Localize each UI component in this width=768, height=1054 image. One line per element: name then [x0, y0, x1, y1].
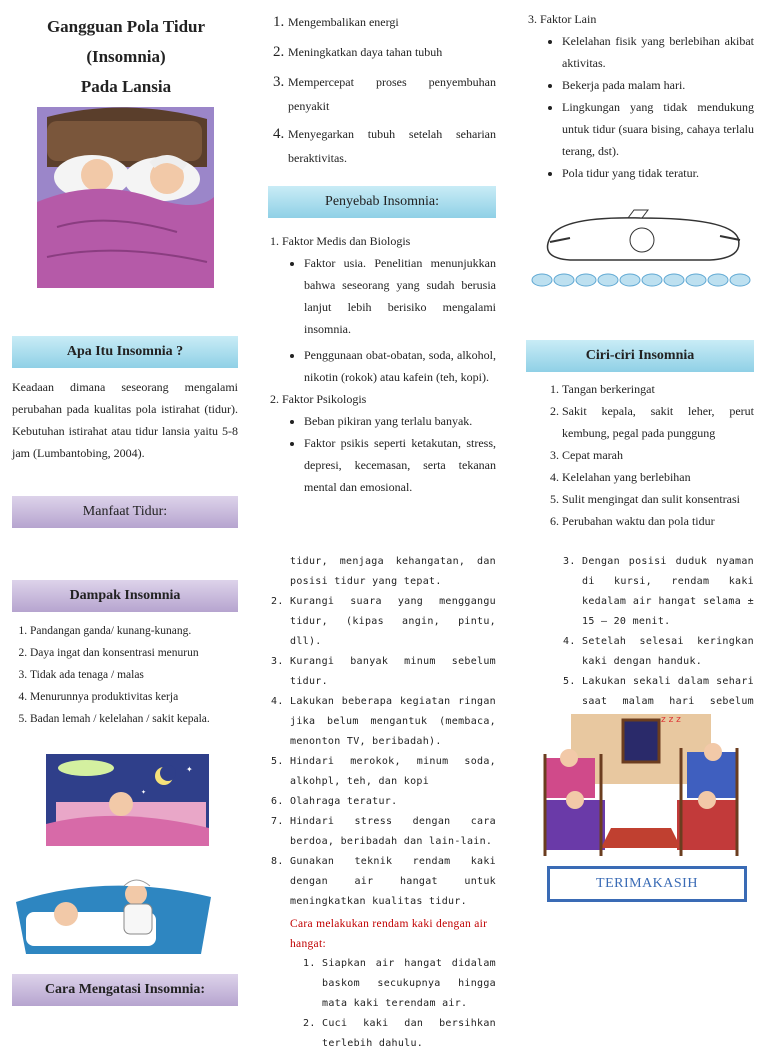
title-line-1: Gangguan Pola Tidur	[46, 17, 206, 36]
svg-text:✦: ✦	[186, 765, 193, 774]
manfaat-tidur-heading: Manfaat Tidur:	[82, 504, 168, 519]
list-item: 1. Tangan berkeringat	[562, 378, 754, 400]
list-item: • Faktor psikis seperti ketakutan, stress, depresi, kecemasan, serta tekanan mental dan emosional.	[304, 432, 496, 498]
dampak-insomnia-banner	[12, 580, 238, 612]
list-item: • Faktor usia. Penelitian menunjukkan bahwa seseorang yang sudah berusia lanjut lebih berisiko mengalami insomnia.	[304, 252, 496, 340]
list-item: 5. Lakukan sekali dalam sehari saat malam hari sebelum	[582, 672, 754, 732]
elderly-couple-in-bed-illustration	[37, 107, 214, 288]
list-item: 3. Kurangi banyak minum sebelum tidur.	[290, 652, 496, 692]
apa-itu-insomnia-heading: Apa Itu Insomnia ?	[66, 344, 184, 359]
list-item: 4. Menyegarkan tubuh setelah seharian beraktivitas.	[288, 122, 496, 170]
nurse-caring-patient-illustration	[6, 872, 219, 954]
faktor-medis-title: 1. Faktor Medis dan Biologis	[270, 234, 411, 248]
cara-mengatasi-banner	[12, 974, 238, 1006]
manfaat-tidur-list	[270, 10, 496, 170]
list-item: 4. Lakukan beberapa kegiatan ringan jika belum mengantuk (membaca, menonton TV, beribadah).	[290, 692, 496, 752]
cara-mengatasi-heading: Cara Mengatasi Insomnia:	[44, 982, 206, 997]
penyebab-insomnia-banner	[268, 186, 496, 218]
title-line-3: Pada Lansia	[80, 77, 172, 96]
cara-mengatasi-section	[270, 552, 496, 1054]
ciri-ciri-list	[528, 378, 754, 532]
list-item: 3. Cepat marah	[562, 444, 754, 466]
list-item: • Bekerja pada malam hari.	[562, 74, 754, 96]
rendam-kaki-list	[270, 954, 496, 1054]
list-item: • Beban pikiran yang terlalu banyak.	[304, 410, 496, 432]
list-item: 3. Dengan posisi duduk nyaman di kursi, rendam kaki kedalam air hangat selama ± 15 – 20 menit.	[582, 552, 754, 632]
list-item: 2. Kurangi suara yang menggangu tidur, (kipas angin, pintu, dll).	[290, 592, 496, 652]
list-item: • Lingkungan yang tidak mendukung untuk tidur (suara bising, cahaya terlalu terang, dst).	[562, 96, 754, 162]
terimakasih-text: TERIMAKASIH	[596, 876, 698, 891]
list-item: 6. Olahraga teratur.	[290, 792, 496, 812]
rendam-kaki-heading: Cara melakukan rendam kaki dengan air hangat:	[290, 918, 488, 950]
faktor-lain-title: 3. Faktor Lain	[528, 12, 597, 26]
apa-itu-insomnia-text: Keadaan dimana seseorang mengalami perubahan pada kualitas pola istirahat (tidur). Kebutuhan istirahat atau tidur lansia yaitu 5-8 jam (Lumbantobing, 2004).	[12, 380, 238, 460]
penyebab-insomnia-heading: Penyebab Insomnia:	[325, 194, 439, 209]
list-item: 2. Cuci kaki dan bersihkan terlebih dahulu.	[322, 1014, 496, 1054]
list-item: 1. Pandangan ganda/ kunang-kunang.	[30, 620, 234, 642]
list-item: 8. Gunakan teknik rendam kaki dengan air hangat untuk meningkatkan kualitas tidur.	[290, 852, 496, 912]
dampak-insomnia-list	[12, 620, 234, 730]
list-item: 5. Sulit mengingat dan sulit konsentrasi	[562, 488, 754, 510]
list-item: 2. Sakit kepala, sakit leher, perut kembung, pegal pada punggung	[562, 400, 754, 444]
list-item: 7. Hindari stress dengan cara berdoa, beribadah dan lain-lain.	[290, 812, 496, 852]
faktor-medis-list	[270, 252, 496, 388]
manfaat-tidur-banner	[12, 496, 238, 528]
sleeping-under-pillow-illustration	[530, 208, 752, 292]
list-item: • Pola tidur yang tidak teratur.	[562, 162, 754, 184]
cara-intro: tidur, menjaga kehangatan, dan posisi tidur yang tepat.	[290, 556, 496, 587]
svg-text:✦: ✦	[141, 789, 147, 796]
list-item: • Penggunaan obat-obatan, soda, alkohol, nikotin (rokok) atau kafein (teh, kopi).	[304, 344, 496, 388]
list-item: 3. Tidak ada tenaga / malas	[30, 664, 234, 686]
children-bunk-beds-illustration	[541, 708, 741, 860]
list-item: 2. Meningkatkan daya tahan tubuh	[288, 40, 496, 64]
cara-mengatasi-list	[270, 592, 496, 912]
list-item: 2. Daya ingat dan konsentrasi menurun	[30, 642, 234, 664]
list-item: 4. Kelelahan yang berlebihan	[562, 466, 754, 488]
apa-itu-insomnia-banner	[12, 336, 238, 368]
faktor-psikologis-list	[270, 410, 496, 498]
list-item: 1. Siapkan air hangat didalam baskom secukupnya hingga mata kaki terendam air.	[322, 954, 496, 1014]
penyebab-section	[270, 230, 496, 498]
dampak-insomnia-heading: Dampak Insomnia	[69, 588, 181, 603]
ciri-ciri-banner	[526, 340, 754, 372]
list-item: 6. Perubahan waktu dan pola tidur	[562, 510, 754, 532]
svg-text:z z z: z z z	[661, 715, 681, 725]
list-item: 3. Mempercepat proses penyembuhan penyakit	[288, 70, 496, 118]
brochure-title	[10, 12, 242, 102]
list-item: 4. Menurunnya produktivitas kerja	[30, 686, 234, 708]
list-item: • Kelelahan fisik yang berlebihan akibat aktivitas.	[562, 30, 754, 74]
rendam-kaki-list-continued	[528, 552, 754, 732]
list-item: 5. Hindari merokok, minum soda, alkohpl, teh, dan kopi	[290, 752, 496, 792]
terimakasih-box	[547, 866, 747, 902]
list-item: 1. Mengembalikan energi	[288, 10, 496, 34]
faktor-lain-section	[528, 8, 754, 184]
title-line-2: (Insomnia)	[86, 47, 166, 66]
list-item: 5. Badan lemah / kelelahan / sakit kepala.	[30, 708, 234, 730]
faktor-psikologis-title: 2. Faktor Psikologis	[270, 392, 367, 406]
sleeping-person-night-illustration	[46, 754, 209, 846]
ciri-ciri-heading: Ciri-ciri Insomnia	[585, 348, 695, 363]
faktor-lain-list	[528, 30, 754, 184]
list-item: 4. Setelah selesai keringkan kaki dengan handuk.	[582, 632, 754, 672]
